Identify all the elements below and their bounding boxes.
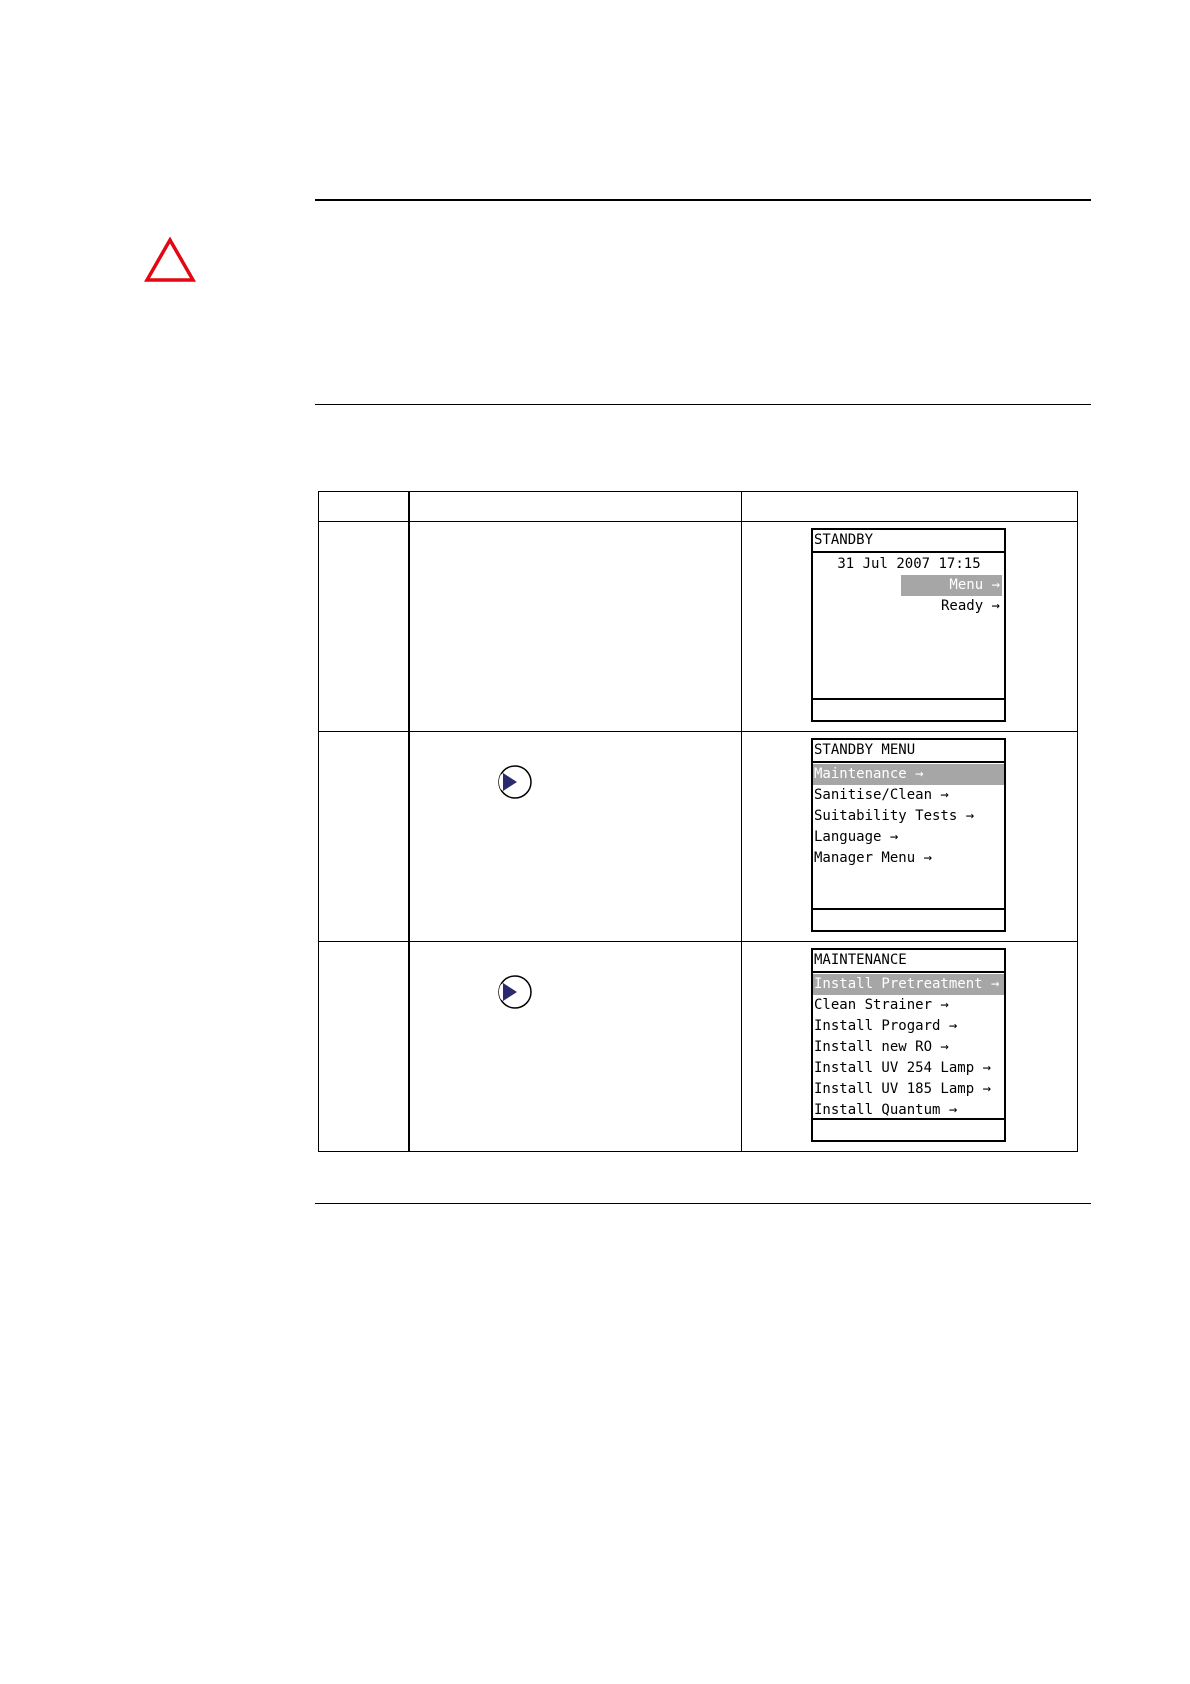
action-cell	[409, 732, 742, 942]
lcd-menu-item-sanitise[interactable]: Sanitise/Clean →	[814, 787, 949, 803]
step-cell	[319, 732, 409, 942]
header-action-cell	[409, 492, 742, 522]
lcd-title: STANDBY MENU	[813, 740, 1004, 763]
lcd-title: STANDBY	[813, 530, 1004, 553]
action-cell	[409, 942, 742, 1152]
lcd-menu-item-maintenance[interactable]: Maintenance →	[813, 764, 1004, 785]
bottom-rule	[315, 1203, 1091, 1204]
lcd-menu-item-install-uv185[interactable]: Install UV 185 Lamp →	[814, 1081, 992, 1097]
step-cell	[319, 942, 409, 1152]
lcd-menu-item-install-pretreatment[interactable]: Install Pretreatment →	[813, 974, 1004, 995]
lcd-menu-item-manager[interactable]: Manager Menu →	[814, 850, 933, 866]
procedure-table	[318, 491, 1078, 1152]
lcd-menu-item-install-ro[interactable]: Install new RO →	[814, 1039, 949, 1055]
lcd-menu-item-install-progard[interactable]: Install Progard →	[814, 1018, 958, 1034]
warning-triangle-icon	[144, 237, 196, 283]
lcd-item-label: Menu →	[901, 575, 1002, 596]
lcd-footer	[813, 698, 1004, 720]
action-cell	[409, 522, 742, 732]
lcd-item-label: Ready →	[940, 598, 1000, 614]
lcd-footer	[813, 1118, 1004, 1140]
display-cell	[742, 942, 1078, 1152]
lcd-menu-item-suitability[interactable]: Suitability Tests →	[814, 808, 975, 824]
section-rule	[315, 404, 1091, 405]
lcd-screen-maintenance	[811, 948, 1006, 1142]
table-row	[319, 732, 1078, 942]
table-row	[319, 942, 1078, 1152]
lcd-menu-item-clean-strainer[interactable]: Clean Strainer →	[814, 997, 949, 1013]
lcd-menu-item-ready[interactable]	[813, 596, 1004, 617]
lcd-menu-item-install-quantum[interactable]: Install Quantum →	[814, 1102, 958, 1118]
navigate-right-icon	[497, 974, 533, 1010]
top-rule	[315, 199, 1091, 201]
lcd-screen-standby-menu	[811, 738, 1006, 932]
lcd-footer	[813, 908, 1004, 930]
lcd-screen-standby	[811, 528, 1006, 722]
navigate-right-icon	[497, 764, 533, 800]
display-cell	[742, 732, 1078, 942]
lcd-title: MAINTENANCE	[813, 950, 1004, 973]
lcd-datetime: 31 Jul 2007 17:15	[837, 556, 981, 572]
step-cell	[319, 522, 409, 732]
display-cell	[742, 522, 1078, 732]
header-step-cell	[319, 492, 409, 522]
lcd-menu-item-install-uv254[interactable]: Install UV 254 Lamp →	[814, 1060, 992, 1076]
table-header-row	[319, 492, 1078, 522]
header-display-cell	[742, 492, 1078, 522]
lcd-menu-item-menu[interactable]	[813, 575, 1004, 596]
table-row	[319, 522, 1078, 732]
lcd-menu-item-language[interactable]: Language →	[814, 829, 899, 845]
